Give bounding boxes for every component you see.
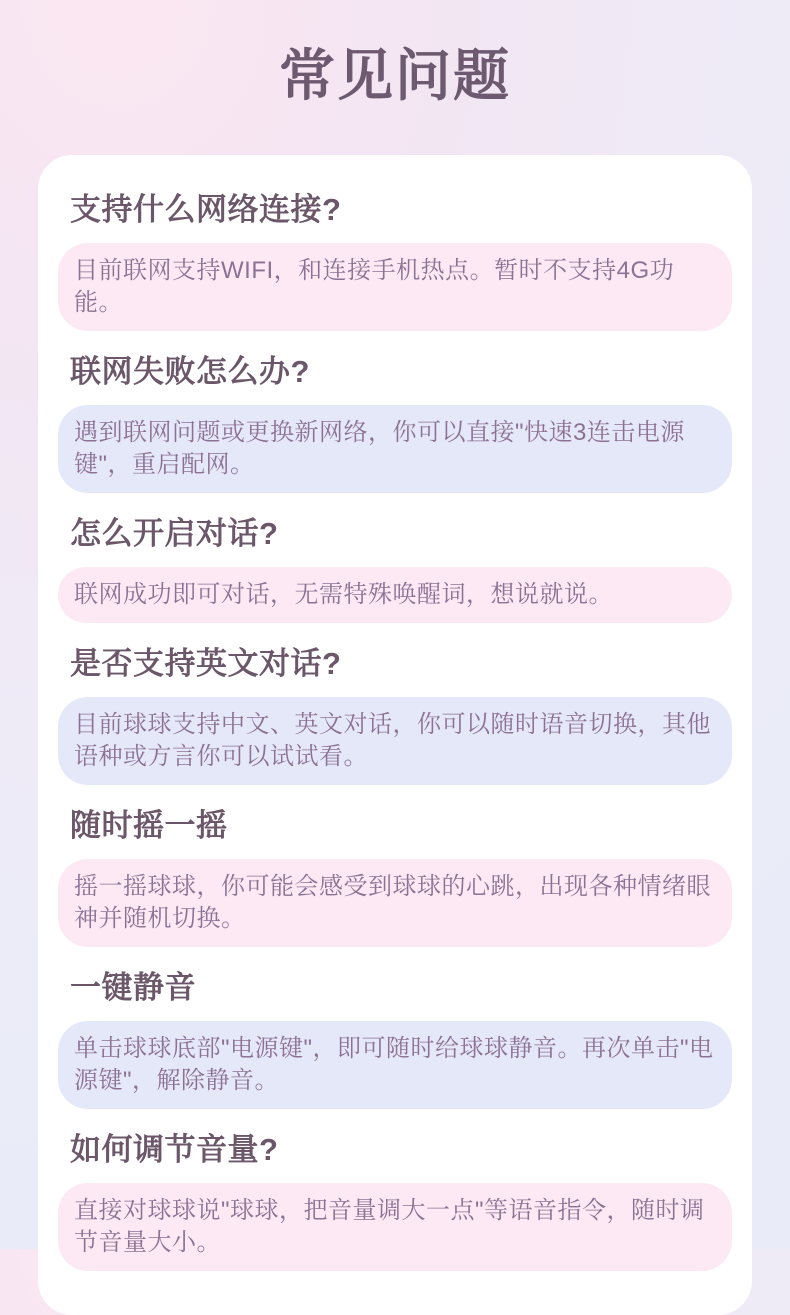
faq-question: 如何调节音量? — [70, 1132, 279, 1167]
faq-question: 怎么开启对话? — [70, 516, 279, 551]
faq-answer-bubble: 联网成功即可对话，无需特殊唤醒词，想说就说。 — [58, 567, 732, 623]
faq-item — [58, 353, 732, 493]
faq-answer-bubble: 摇一摇球球，你可能会感受到球球的心跳，出现各种情绪眼神并随机切换。 — [58, 859, 732, 947]
faq-question: 是否支持英文对话? — [70, 646, 342, 681]
faq-item — [58, 1131, 732, 1271]
faq-item — [58, 807, 732, 947]
faq-item — [58, 515, 732, 623]
faq-list — [58, 191, 732, 1271]
faq-item — [58, 191, 732, 331]
faq-answer-bubble: 目前球球支持中文、英文对话，你可以随时语音切换，其他语种或方言你可以试试看。 — [58, 697, 732, 785]
faq-answer-bubble: 单击球球底部"电源键"，即可随时给球球静音。再次单击"电源键"，解除静音。 — [58, 1021, 732, 1109]
faq-question: 一键静音 — [70, 970, 196, 1005]
faq-answer-bubble: 目前联网支持WIFI，和连接手机热点。暂时不支持4G功能。 — [58, 243, 732, 331]
faq-answer-bubble: 直接对球球说"球球，把音量调大一点"等语音指令，随时调节音量大小。 — [58, 1183, 732, 1271]
faq-card — [38, 155, 752, 1315]
faq-answer-bubble: 遇到联网问题或更换新网络，你可以直接"快速3连击电源键"，重启配网。 — [58, 405, 732, 493]
faq-item — [58, 645, 732, 785]
faq-question: 随时摇一摇 — [70, 808, 228, 843]
page-title: 常见问题 — [279, 44, 511, 107]
faq-item — [58, 969, 732, 1109]
faq-question: 支持什么网络连接? — [70, 192, 342, 227]
faq-question: 联网失败怎么办? — [70, 354, 310, 389]
